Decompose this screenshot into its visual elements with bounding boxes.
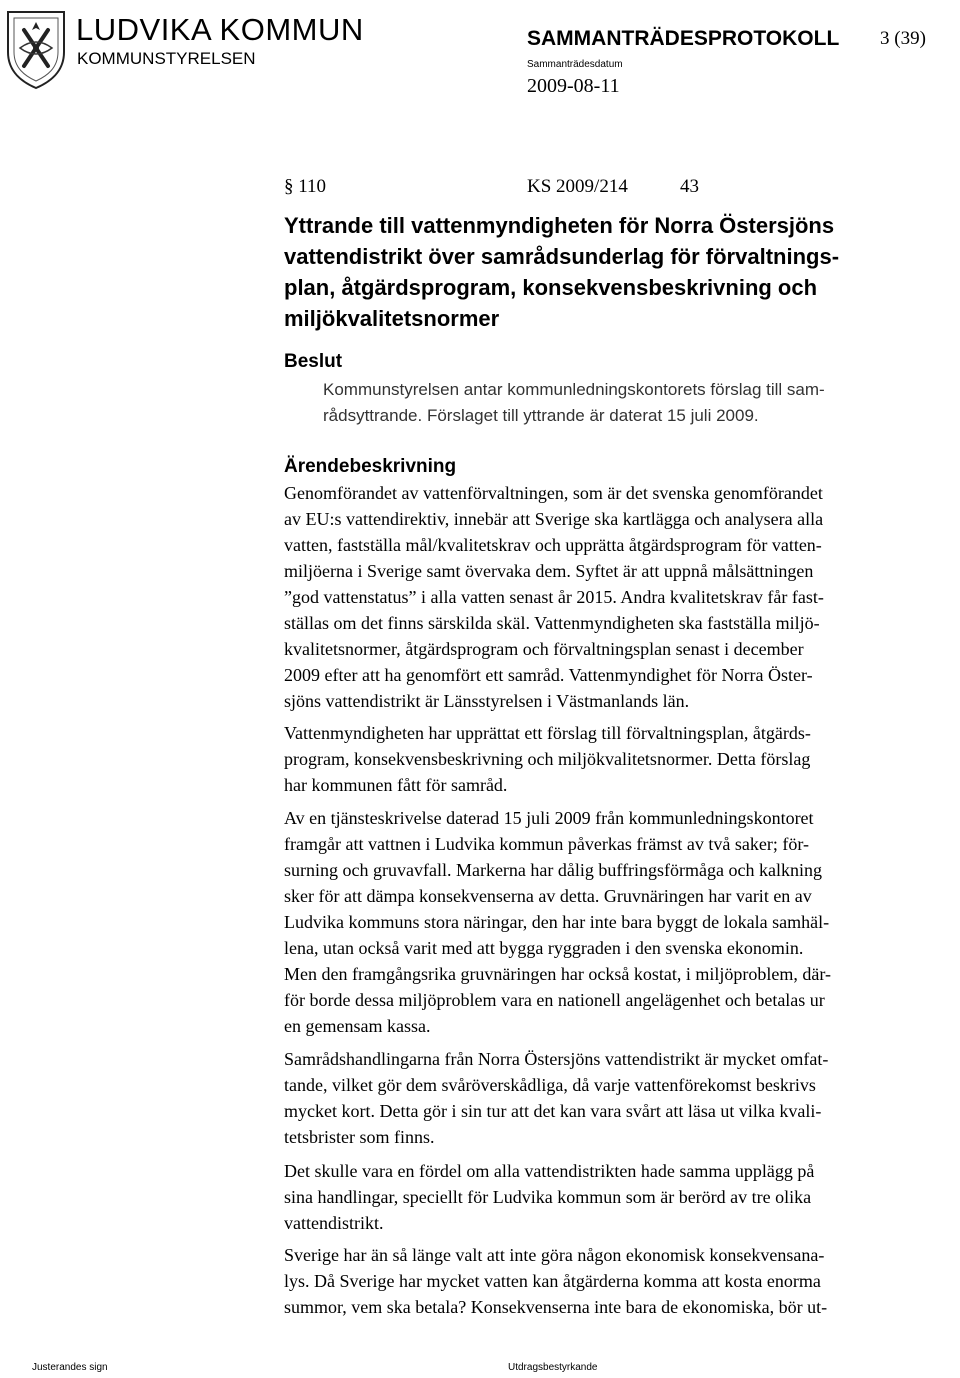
case-reference: KS 2009/214 bbox=[527, 176, 628, 197]
text-line: Kommunstyrelsen antar kommunledningskontorets förslag till sam- bbox=[323, 380, 825, 399]
text-line: framgår att vattnen i Ludvika kommun påverkas främst av två saker; för- bbox=[284, 834, 809, 854]
extract-certification-label: Utdragsbestyrkande bbox=[508, 1362, 598, 1373]
text-line: lena, utan också varit med att bygga ryggraden i den svenska ekonomin. bbox=[284, 938, 804, 958]
text-line: sker för att dämpa konsekvenserna av detta. Gruvnäringen har varit en av bbox=[284, 886, 812, 906]
paragraph-number: § 110 bbox=[284, 176, 327, 197]
text-line: tetsbrister som finns. bbox=[284, 1127, 435, 1147]
text-line: Men den framgångsrika gruvnäringen har också kostat, i miljöproblem, där- bbox=[284, 964, 831, 984]
text-line: sjöns vattendistrikt är Länsstyrelsen i Västmanlands län. bbox=[284, 691, 690, 711]
text-line: Sverige har än så länge valt att inte göra någon ekonomisk konsekvensana- bbox=[284, 1245, 825, 1265]
text-line: Genomförandet av vattenförvaltningen, som är det svenska genomförandet bbox=[284, 483, 823, 503]
text-line: ställas om det finns särskilda skäl. Vattenmyndigheten ska fastställa miljö- bbox=[284, 613, 820, 633]
body-paragraph bbox=[284, 1242, 944, 1320]
case-title-line: vattendistrikt över samrådsunderlag för förvaltnings- bbox=[284, 244, 840, 269]
text-line: sina handlingar, speciellt för Ludvika kommun som är berörd av tre olika bbox=[284, 1187, 812, 1207]
case-number: 43 bbox=[680, 176, 699, 197]
text-line: vatten, fastställa mål/kvalitetskrav och upprätta åtgärdsprogram för vatten- bbox=[284, 535, 822, 555]
body-paragraph bbox=[284, 720, 944, 798]
case-title-line: miljökvalitetsnormer bbox=[284, 306, 500, 331]
text-line: 2009 efter att ha genomfört ett samråd. Vattenmyndighet för Norra Öster- bbox=[284, 665, 813, 685]
text-line: rådsyttrande. Förslaget till yttrande är daterat 15 juli 2009. bbox=[323, 406, 759, 425]
text-line: har kommunen fått för samråd. bbox=[284, 775, 508, 795]
text-line: vattendistrikt. bbox=[284, 1213, 384, 1233]
body-paragraph bbox=[284, 1046, 944, 1150]
text-line: Det skulle vara en fördel om alla vattendistrikten hade samma upplägg på bbox=[284, 1161, 815, 1181]
body-paragraph bbox=[284, 805, 944, 1039]
description-heading: Ärendebeskrivning bbox=[284, 456, 457, 477]
case-title-line: plan, åtgärdsprogram, konsekvensbeskrivning och bbox=[284, 275, 818, 300]
case-title-line: Yttrande till vattenmyndigheten för Norra Östersjöns bbox=[284, 213, 835, 238]
org-name: LUDVIKA KOMMUN bbox=[76, 12, 364, 47]
decision-text bbox=[323, 377, 943, 429]
org-department: KOMMUNSTYRELSEN bbox=[77, 49, 256, 68]
text-line: Samrådshandlingarna från Norra Östersjöns vattendistrikt är mycket omfat- bbox=[284, 1049, 829, 1069]
text-line: kvalitetsnormer, åtgärdsprogram och förvaltningsplan senast i december bbox=[284, 639, 804, 659]
page-number: 3 (39) bbox=[880, 28, 926, 49]
decision-heading: Beslut bbox=[284, 351, 343, 372]
text-line: av EU:s vattendirektiv, innebär att Sverige ska kartlägga och analysera alla bbox=[284, 509, 824, 529]
coat-of-arms-icon bbox=[4, 8, 68, 90]
text-line: surning och gruvavfall. Markerna har dålig buffringsförmåga och kalkning bbox=[284, 860, 823, 880]
text-line: mycket kort. Detta gör i sin tur att det kan vara svårt att läsa ut vilka kvali- bbox=[284, 1101, 822, 1121]
body-paragraph bbox=[284, 1158, 944, 1236]
meeting-date: 2009-08-11 bbox=[527, 75, 620, 97]
meeting-date-label: Sammanträdesdatum bbox=[527, 59, 623, 70]
text-line: för borde dessa miljöproblem vara en nationell angelägenhet och betalas ur bbox=[284, 990, 825, 1010]
text-line: miljöerna i Sverige samt övervaka dem. Syftet är att uppnå målsättningen bbox=[284, 561, 814, 581]
text-line: en gemensam kassa. bbox=[284, 1016, 431, 1036]
text-line: Vattenmyndigheten har upprättat ett förslag till förvaltningsplan, åtgärds- bbox=[284, 723, 811, 743]
text-line: Av en tjänsteskrivelse daterad 15 juli 2009 från kommunledningskontoret bbox=[284, 808, 814, 828]
text-line: summor, vem ska betala? Konsekvenserna inte bara de ekonomiska, bör ut- bbox=[284, 1297, 828, 1317]
adjuster-signature-label: Justerandes sign bbox=[32, 1362, 108, 1373]
page-header bbox=[0, 0, 960, 110]
case-title bbox=[284, 210, 944, 334]
document-title: SAMMANTRÄDESPROTOKOLL bbox=[527, 27, 840, 50]
text-line: Ludvika kommuns stora näringar, den har inte bara byggt de lokala samhäl- bbox=[284, 912, 830, 932]
text-line: lys. Då Sverige har mycket vatten kan åtgärderna komma att kosta enorma bbox=[284, 1271, 821, 1291]
text-line: program, konsekvensbeskrivning och miljökvalitetsnormer. Detta förslag bbox=[284, 749, 811, 769]
text-line: tande, vilket gör dem svåröverskådliga, då varje vattenförekomst beskrivs bbox=[284, 1075, 816, 1095]
body-paragraph bbox=[284, 480, 944, 714]
text-line: ”god vattenstatus” i alla vatten senast år 2015. Andra kvalitetskrav får fast- bbox=[284, 587, 824, 607]
